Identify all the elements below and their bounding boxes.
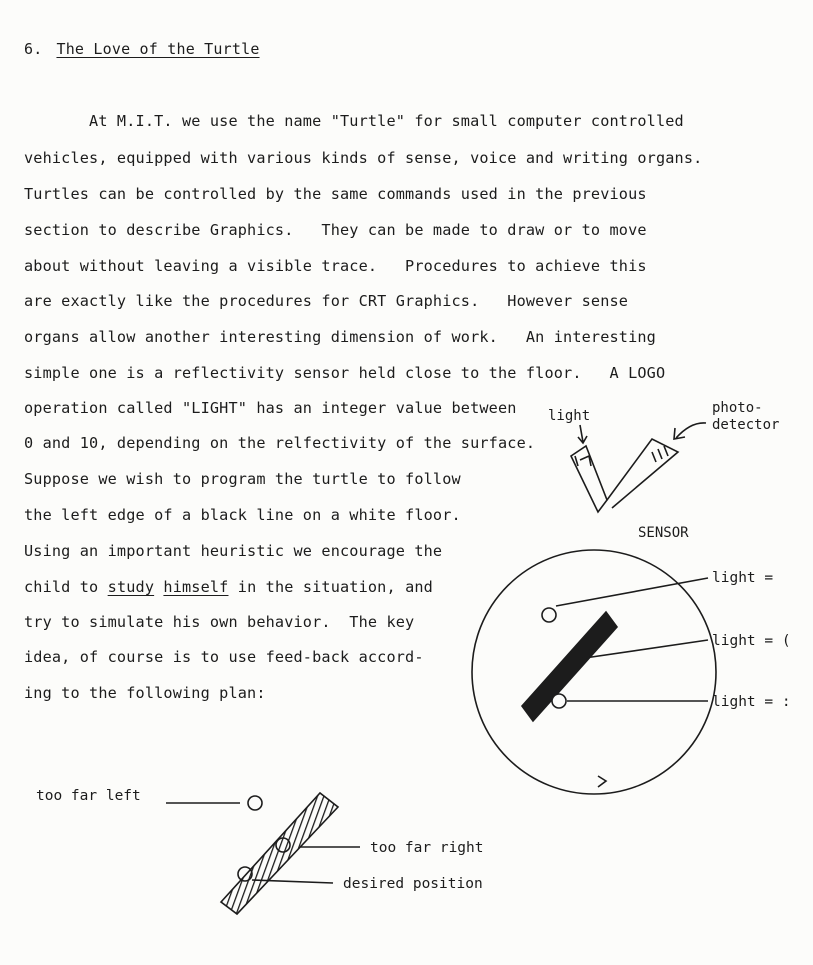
sensor-caption: SENSOR (638, 525, 689, 541)
paragraph-line: try to simulate his own behavior. The key (24, 613, 415, 631)
circle-label-top: light = (712, 570, 774, 586)
section-title: The Love of the Turtle (56, 40, 260, 58)
paragraph-line: vehicles, equipped with various kinds of sense, voice and writing organs. (24, 149, 703, 167)
sensor-light-label: light (548, 408, 591, 424)
sensor-figure (571, 423, 706, 512)
underlined-word: study (107, 578, 155, 596)
underlined-word: himself (163, 578, 229, 596)
circle-direction-arrow (598, 776, 606, 787)
circle-label-middle: light = ( (712, 633, 791, 649)
too-far-left-label: too far left (36, 788, 141, 804)
sensor-right-arm (607, 439, 678, 508)
paragraph-line: Turtles can be controlled by the same commands used in the previous (24, 185, 647, 203)
paragraph-line: organs allow another interesting dimension of work. An interesting (24, 328, 656, 346)
desired-position-label: desired position (343, 876, 483, 892)
position-figure (166, 793, 360, 914)
light-source-mark (575, 456, 591, 466)
too-far-right-label: too far right (370, 840, 484, 856)
text-run: child to (24, 578, 108, 596)
paragraph-line: At M.I.T. we use the name "Turtle" for small computer controlled (24, 112, 684, 130)
section-number: 6. (24, 40, 43, 58)
paragraph-line: Suppose we wish to program the turtle to follow (24, 470, 461, 488)
light-arrow (578, 425, 587, 443)
sensor-position-top (542, 608, 556, 622)
text-run: in the situation, and (228, 578, 433, 596)
paragraph-line: about without leaving a visible trace. Procedures to achieve this (24, 257, 647, 275)
paragraph-line: ing to the following plan: (24, 684, 266, 702)
sensor-position-bottom (552, 694, 566, 708)
turtle-circle (472, 550, 716, 794)
paragraph-line: simple one is a reflectivity sensor held close to the floor. A LOGO (24, 364, 666, 382)
photodetector-label-2: detector (712, 417, 780, 433)
paragraph-line: idea, of course is to use feed-back accord- (24, 648, 424, 666)
paragraph-line: operation called "LIGHT" has an integer value between (24, 399, 517, 417)
black-line-strip (522, 612, 617, 721)
photodetector-label-1: photo- (712, 400, 763, 416)
photodetector-arrow (674, 423, 706, 439)
circle-figure (472, 550, 716, 794)
paragraph-line: are exactly like the procedures for CRT Graphics. However sense (24, 292, 629, 310)
detector-mark (652, 446, 668, 462)
paragraph-line: the left edge of a black line on a white floor. (24, 506, 461, 524)
position-too-far-left (248, 796, 262, 810)
hatched-line-strip (221, 793, 338, 914)
paragraph-line: Using an important heuristic we encourage the (24, 542, 443, 560)
circle-label-bottom: light = : (712, 694, 791, 710)
paragraph-line: 0 and 10, depending on the relfectivity of the surface. (24, 434, 536, 452)
paragraph-line: section to describe Graphics. They can be made to draw or to move (24, 221, 647, 239)
